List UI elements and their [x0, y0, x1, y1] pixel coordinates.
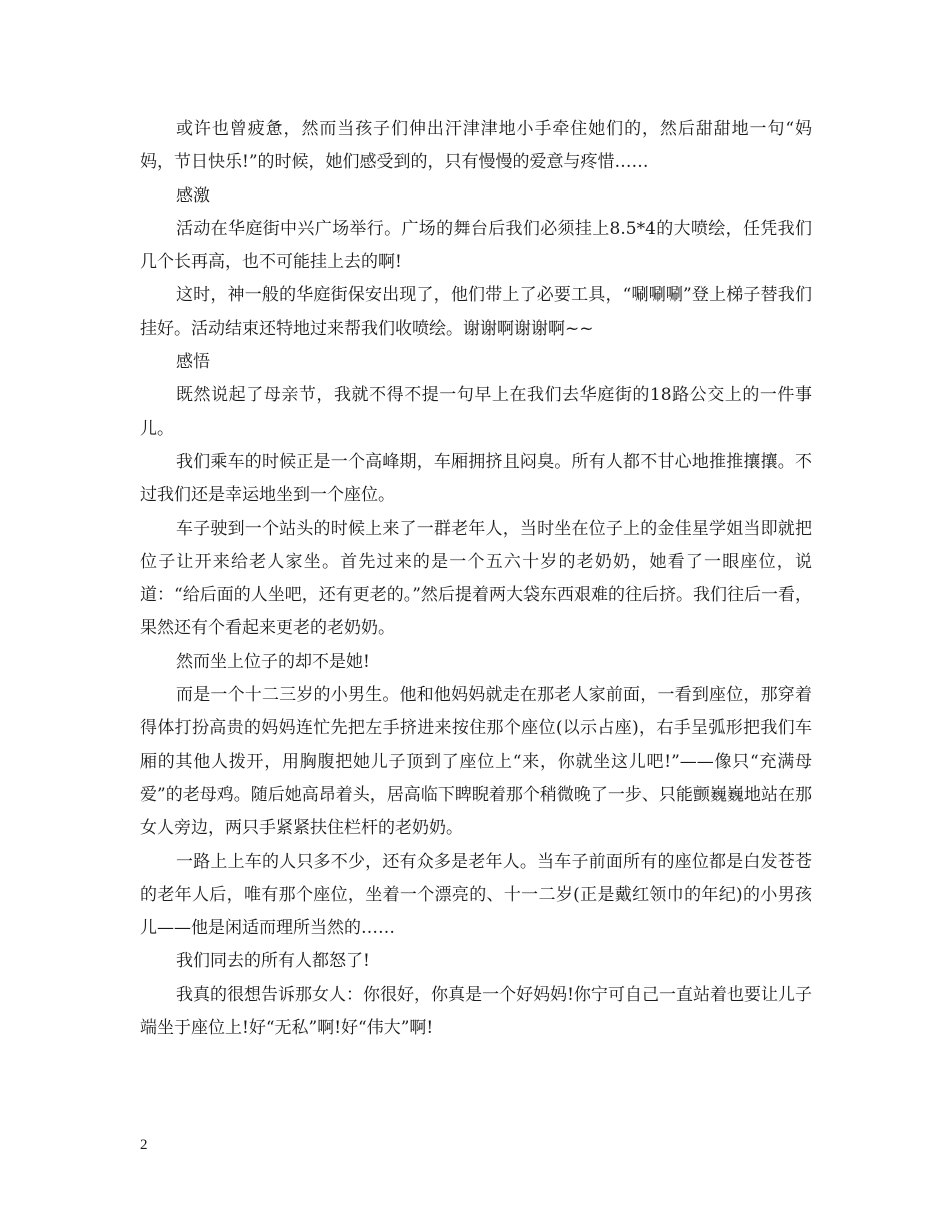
paragraph: 或许也曾疲惫，然而当孩子们伸出汗津津地小手牵住她们的，然后甜甜地一句“妈妈，节日快乐!”的时候，她们感受到的，只有慢慢的爱意与疼惜…… [140, 119, 812, 173]
paragraph: 车子驶到一个站头的时候上来了一群老年人，当时坐在位子上的金佳星学姐当即就把位子让开来给老人家坐。首先过来的是一个五六十岁的老奶奶，她看了一眼座位，说道：“给后面的人坐吧，还有更老的。”然后提着两大袋东西艰难的往后挤。我们往后一看，果然还有个看起来更老的老奶奶。 [140, 518, 812, 639]
paragraph: 活动在华庭街中兴广场举行。广场的舞台后我们必须挂上8.5*4的大喷绘，任凭我们几个长再高，也不可能挂上去的啊! [140, 218, 812, 273]
paragraph: 然而坐上位子的却不是她! [176, 651, 370, 672]
page-number: 2 [140, 1137, 148, 1153]
paragraph: 既然说起了母亲节，我就不得不提一句早上在我们去华庭街的18路公交上的一件事儿。 [140, 385, 812, 439]
paragraph: 我们乘车的时候正是一个高峰期，车厢拥挤且闷臭。所有人都不甘心地推推攘攘。不过我们还是幸运地坐到一个座位。 [140, 451, 812, 506]
paragraph: 我真的很想告诉那女人：你很好，你真是一个好妈妈!你宁可自己一直站着也要让儿子端坐于座位上!好“无私”啊!好“伟大”啊! [140, 984, 812, 1039]
paragraph: 一路上上车的人只多不少，还有众多是老年人。当车子前面所有的座位都是白发苍苍的老年人后，唯有那个座位，坐着一个漂亮的、十一二岁(正是戴红领巾的年纪)的小男孩儿——他是闲适而理所当然的…… [140, 851, 812, 939]
section-heading: 感悟 [176, 352, 210, 373]
section-heading: 感激 [176, 185, 210, 206]
paragraph: 这时，神一般的华庭街保安出现了，他们带上了必要工具，“唰唰唰”登上梯子替我们挂好。活动结束还特地过来帮我们收喷绘。谢谢啊谢谢啊~~ [140, 285, 812, 339]
paragraph: 而是一个十二三岁的小男生。他和他妈妈就走在那老人家前面，一看到座位，那穿着得体打扮高贵的妈妈连忙先把左手挤进来按住那个座位(以示占座)，右手呈弧形把我们车厢的其他人拨开，用胸腹把她儿子顶到了座位上“来，你就坐这儿吧!”——像只“充满母爱”的老母鸡。随后她高昂着头，居高临下睥睨着那个稍微晚了一步、只能颤巍巍地站在那女人旁边，两只手紧紧扶住栏杆的老奶奶。 [140, 685, 812, 839]
body-text [140, 113, 812, 1045]
paragraph: 我们同去的所有人都怒了! [176, 951, 370, 972]
